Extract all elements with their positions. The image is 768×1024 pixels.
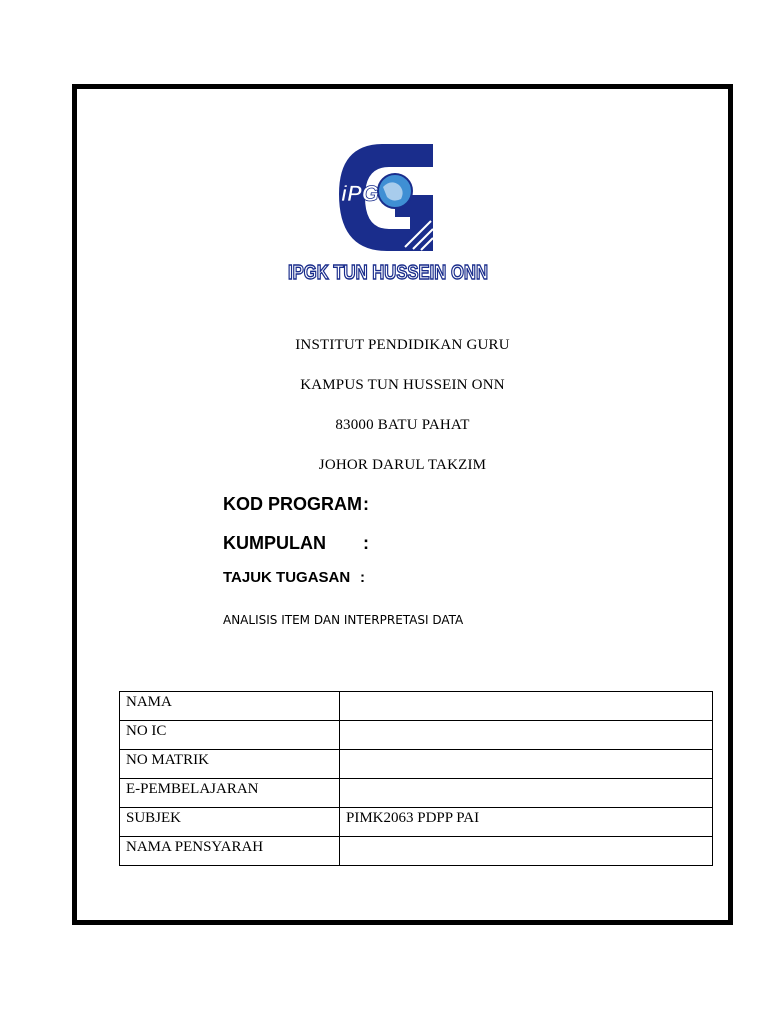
kumpulan-field — [223, 533, 369, 554]
row-label-e-pembelajaran: E-PEMBELAJARAN — [120, 779, 340, 808]
tajuk-tugasan-label: TAJUK TUGASAN — [223, 569, 351, 586]
kod-program-field — [223, 494, 369, 515]
row-value-no-matrik — [340, 750, 713, 779]
assignment-title: ANALISIS ITEM DAN INTERPRETASI DATA — [223, 613, 464, 627]
row-label-no-matrik: NO MATRIK — [120, 750, 340, 779]
table-row — [120, 692, 713, 721]
ipg-mark-text: iPG — [341, 181, 379, 206]
tajuk-tugasan-colon: : — [360, 569, 365, 586]
address-line-institute: INSTITUT PENDIDIKAN GURU — [295, 337, 510, 353]
row-label-nama-pensyarah: NAMA PENSYARAH — [120, 837, 340, 866]
table-row — [120, 779, 713, 808]
row-label-subjek: SUBJEK — [120, 808, 340, 837]
row-value-nama-pensyarah — [340, 837, 713, 866]
address-line-campus: KAMPUS TUN HUSSEIN ONN — [300, 377, 505, 393]
ipg-logo-mark — [283, 139, 493, 284]
kod-program-colon: : — [363, 494, 369, 514]
row-value-nama — [340, 692, 713, 721]
kumpulan-label: KUMPULAN — [223, 533, 326, 553]
row-value-no-ic — [340, 721, 713, 750]
kumpulan-colon: : — [363, 533, 369, 553]
ipgk-logo — [283, 139, 493, 284]
table-row — [120, 750, 713, 779]
tajuk-tugasan-field — [223, 569, 365, 586]
cover-page-frame — [72, 84, 733, 925]
student-info-table — [119, 691, 713, 866]
address-line-state: JOHOR DARUL TAKZIM — [318, 457, 487, 473]
table-row — [120, 721, 713, 750]
address-line-postcode: 83000 BATU PAHAT — [335, 417, 470, 433]
row-value-e-pembelajaran — [340, 779, 713, 808]
row-label-no-ic: NO IC — [120, 721, 340, 750]
kod-program-label: KOD PROGRAM — [223, 494, 362, 514]
row-value-subjek: PIMK2063 PDPP PAI — [340, 808, 713, 837]
table-row — [120, 837, 713, 866]
ipgk-wordmark: IPGK TUN HUSSEIN ONN — [288, 262, 488, 284]
table-row — [120, 808, 713, 837]
row-label-nama: NAMA — [120, 692, 340, 721]
